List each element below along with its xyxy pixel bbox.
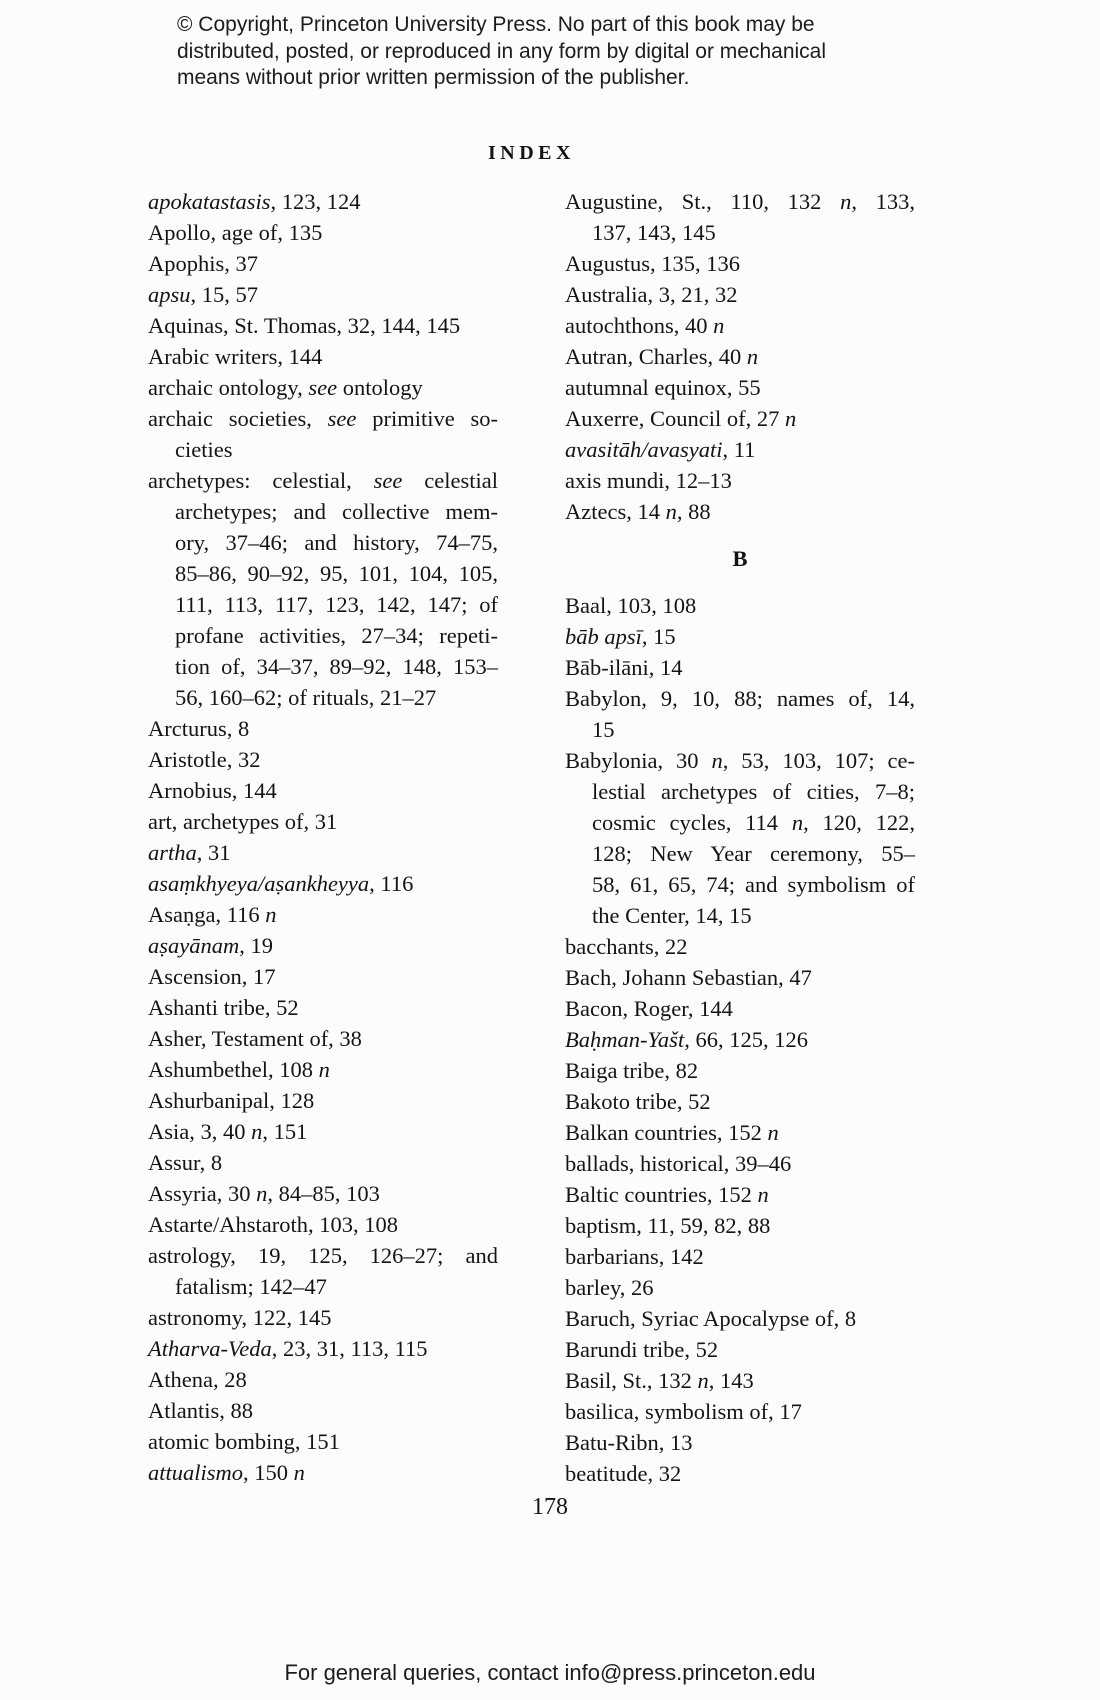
index-line: Bacon, Roger, 144 bbox=[565, 996, 733, 1021]
index-line: Babylonia, 30 n, 53, 103, 107; ce- bbox=[565, 748, 916, 773]
copyright-line: distributed, posted, or reproduced in any form by digital or mechanical bbox=[177, 39, 827, 63]
index-column-left bbox=[148, 186, 498, 1488]
index-line: astronomy, 122, 145 bbox=[148, 1305, 332, 1330]
index-line: Augustine, St., 110, 132 n, 133, bbox=[565, 189, 915, 214]
copyright-notice bbox=[177, 12, 857, 92]
index-line: axis mundi, 12–13 bbox=[565, 468, 732, 493]
index-line: Baal, 103, 108 bbox=[565, 593, 697, 618]
index-line: archetypes; and collective mem- bbox=[175, 499, 498, 524]
index-line: atomic bombing, 151 bbox=[148, 1429, 340, 1454]
index-line: apokatastasis, 123, 124 bbox=[148, 189, 361, 214]
index-line: archetypes: celestial, see celestial bbox=[148, 468, 498, 493]
index-line: Astarte/Ahstaroth, 103, 108 bbox=[148, 1212, 398, 1237]
index-line: Aztecs, 14 n, 88 bbox=[565, 499, 711, 524]
index-line: Atlantis, 88 bbox=[148, 1398, 253, 1423]
index-line: Aristotle, 32 bbox=[148, 747, 261, 772]
index-line: attualismo, 150 n bbox=[148, 1460, 305, 1485]
index-line: Bach, Johann Sebastian, 47 bbox=[565, 965, 812, 990]
index-line: Apophis, 37 bbox=[148, 251, 259, 276]
index-line: Asher, Testament of, 38 bbox=[148, 1026, 362, 1051]
index-line: Assur, 8 bbox=[148, 1150, 223, 1175]
index-line: Arabic writers, 144 bbox=[148, 344, 323, 369]
index-line: tion of, 34–37, 89–92, 148, 153– bbox=[175, 654, 498, 679]
index-line: Batu-Ribn, 13 bbox=[565, 1430, 693, 1455]
index-line: bāb apsī, 15 bbox=[565, 624, 676, 649]
footer-contact: For general queries, contact info@press.princeton.edu bbox=[284, 1660, 816, 1685]
index-line: autumnal equinox, 55 bbox=[565, 375, 761, 400]
index-line: Augustus, 135, 136 bbox=[565, 251, 741, 276]
index-line: Baḥman-Yašt, 66, 125, 126 bbox=[565, 1027, 808, 1052]
index-line: Balkan countries, 152 n bbox=[565, 1120, 779, 1145]
index-line: Babylon, 9, 10, 88; names of, 14, bbox=[565, 686, 915, 711]
index-line: art, archetypes of, 31 bbox=[148, 809, 338, 834]
section-heading: B bbox=[732, 546, 748, 571]
index-line: 128; New Year ceremony, 55– bbox=[592, 841, 915, 866]
index-line: the Center, 14, 15 bbox=[592, 903, 752, 928]
index-line: profane activities, 27–34; repeti- bbox=[175, 623, 498, 648]
index-line: Bāb-ilāni, 14 bbox=[565, 655, 683, 680]
index-line: basilica, symbolism of, 17 bbox=[565, 1399, 802, 1424]
index-line: Barundi tribe, 52 bbox=[565, 1337, 719, 1362]
index-line: fatalism; 142–47 bbox=[175, 1274, 327, 1299]
index-line: Apollo, age of, 135 bbox=[148, 220, 323, 245]
index-line: ory, 37–46; and history, 74–75, bbox=[175, 530, 498, 555]
index-line: Athena, 28 bbox=[148, 1367, 247, 1392]
index-line: Arnobius, 144 bbox=[148, 778, 277, 803]
index-line: barley, 26 bbox=[565, 1275, 654, 1300]
index-line: Ashumbethel, 108 n bbox=[148, 1057, 330, 1082]
index-line: barbarians, 142 bbox=[565, 1244, 704, 1269]
index-line: Australia, 3, 21, 32 bbox=[565, 282, 738, 307]
index-line: Baruch, Syriac Apocalypse of, 8 bbox=[565, 1306, 857, 1331]
index-line: bacchants, 22 bbox=[565, 934, 688, 959]
index-line: Assyria, 30 n, 84–85, 103 bbox=[148, 1181, 380, 1206]
index-line: Asia, 3, 40 n, 151 bbox=[148, 1119, 308, 1144]
index-line: lestial archetypes of cities, 7–8; bbox=[592, 779, 915, 804]
index-line: apsu, 15, 57 bbox=[148, 282, 259, 307]
index-line: 58, 61, 65, 74; and symbolism of bbox=[592, 872, 915, 897]
index-line: 56, 160–62; of rituals, 21–27 bbox=[175, 685, 437, 710]
index-line: aṣayānam, 19 bbox=[148, 933, 273, 958]
index-line: astrology, 19, 125, 126–27; and bbox=[148, 1243, 498, 1268]
index-line: Ashurbanipal, 128 bbox=[148, 1088, 315, 1113]
index-line: archaic ontology, see ontology bbox=[148, 375, 423, 400]
index-column-right bbox=[565, 186, 915, 1489]
index-line: Asaṇga, 116 n bbox=[148, 902, 277, 927]
index-line: Bakoto tribe, 52 bbox=[565, 1089, 711, 1114]
index-line: cieties bbox=[175, 437, 233, 462]
index-line: autochthons, 40 n bbox=[565, 313, 725, 338]
index-line: beatitude, 32 bbox=[565, 1461, 682, 1486]
index-line: cosmic cycles, 114 n, 120, 122, bbox=[592, 810, 916, 835]
index-line: artha, 31 bbox=[148, 840, 231, 865]
index-line: Baiga tribe, 82 bbox=[565, 1058, 699, 1083]
index-line: 85–86, 90–92, 95, 101, 104, 105, bbox=[175, 561, 498, 586]
index-line: Auxerre, Council of, 27 n bbox=[565, 406, 797, 431]
index-line: 111, 113, 117, 123, 142, 147; of bbox=[175, 592, 498, 617]
index-line: avasitāh/avasyati, 11 bbox=[565, 437, 756, 462]
index-line: Baltic countries, 152 n bbox=[565, 1182, 769, 1207]
index-line: Basil, St., 132 n, 143 bbox=[565, 1368, 754, 1393]
copyright-line: means without prior written permission of the publisher. bbox=[177, 66, 690, 89]
index-line: asaṃkhyeya/aṣankheyya, 116 bbox=[148, 871, 414, 896]
index-line: archaic societies, see primitive so- bbox=[148, 406, 499, 431]
index-line: Ashanti tribe, 52 bbox=[148, 995, 299, 1020]
copyright-line: © Copyright, Princeton University Press. No part of this book may be bbox=[177, 13, 815, 36]
index-line: 137, 143, 145 bbox=[592, 220, 716, 245]
index-line: Aquinas, St. Thomas, 32, 144, 145 bbox=[148, 313, 461, 338]
index-line: 15 bbox=[592, 717, 615, 742]
index-line: Arcturus, 8 bbox=[148, 716, 250, 741]
index-line: Autran, Charles, 40 n bbox=[565, 344, 759, 369]
index-line: Atharva-Veda, 23, 31, 113, 115 bbox=[148, 1336, 428, 1361]
index-heading: INDEX bbox=[488, 142, 575, 164]
page-number: 178 bbox=[532, 1494, 568, 1520]
index-line: baptism, 11, 59, 82, 88 bbox=[565, 1213, 771, 1238]
index-line: Ascension, 17 bbox=[148, 964, 276, 989]
index-line: ballads, historical, 39–46 bbox=[565, 1151, 792, 1176]
